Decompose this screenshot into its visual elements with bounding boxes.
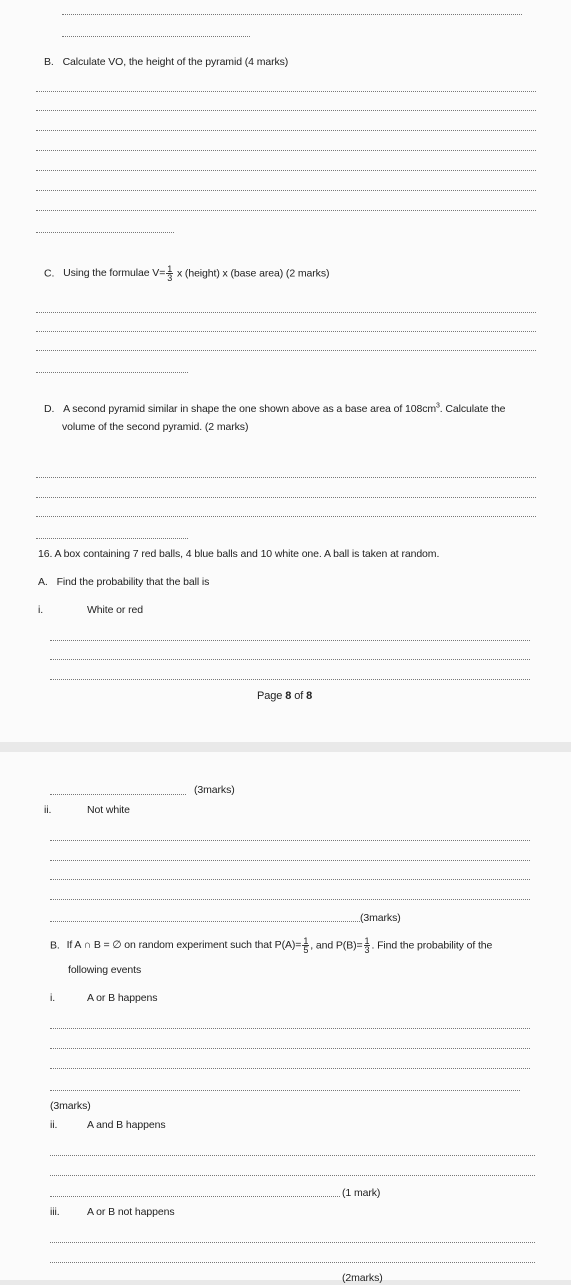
- answer-line: [50, 1242, 535, 1243]
- answer-line: [36, 91, 536, 92]
- question-text: Calculate VO, the height of the pyramid (4 marks): [62, 56, 289, 68]
- fraction-pb: $\frac{1}{3}$: [364, 936, 370, 955]
- answer-line: [36, 130, 536, 131]
- exam-page-2: [0, 752, 571, 1284]
- marks-label: (1 mark): [342, 1187, 381, 1199]
- question-16b-line2: following events: [68, 964, 142, 976]
- question-label: C.: [44, 267, 55, 280]
- answer-line: [50, 794, 186, 795]
- question-text: Using the formulae V=: [63, 267, 166, 280]
- answer-line: [50, 640, 530, 641]
- answer-line: [36, 331, 536, 332]
- question-16b-ii-text: A and B happens: [87, 1119, 166, 1131]
- question-16a: [38, 576, 209, 589]
- question-16a-i-text: White or red: [87, 604, 143, 616]
- answer-line: [50, 1155, 535, 1156]
- question-text: . Find the probability of the: [371, 939, 493, 952]
- answer-line: [50, 1048, 530, 1049]
- question-16b-i-text: A or B happens: [87, 992, 158, 1004]
- answer-line: [36, 210, 536, 211]
- question-text: A second pyramid similar in shape the one shown above as a base area of 108cm: [63, 403, 436, 415]
- page-number: 8: [285, 690, 292, 702]
- question-label: B.: [50, 939, 60, 952]
- question-text: , and P(B)=: [310, 939, 363, 952]
- answer-line: [36, 538, 188, 539]
- answer-line: [36, 150, 536, 151]
- question-16b-iii-label: iii.: [50, 1206, 60, 1218]
- question-label: B.: [44, 56, 54, 68]
- answer-line: [36, 110, 536, 111]
- answer-line: [50, 1068, 530, 1069]
- fraction-pa: $\frac{1}{5}$: [303, 936, 309, 955]
- answer-line: [36, 190, 536, 191]
- question-text: Find the probability that the ball is: [56, 576, 210, 588]
- question-16b-ii-label: ii.: [50, 1119, 58, 1131]
- answer-line: [36, 372, 188, 373]
- question-text: . Calculate the: [439, 403, 506, 415]
- marks-label: (3marks): [360, 912, 401, 924]
- answer-line: [36, 477, 536, 478]
- answer-line: [36, 350, 536, 351]
- question-16a-ii-text: Not white: [87, 804, 130, 816]
- answer-line: [36, 497, 536, 498]
- question-text: If A ∩ B = ∅ on random experiment such that P(A)=: [66, 939, 302, 952]
- answer-line: [50, 679, 530, 680]
- question-label: A.: [38, 576, 48, 588]
- answer-line: [50, 1175, 535, 1176]
- question-15c: [44, 265, 329, 282]
- answer-line: [62, 36, 250, 37]
- answer-line: [50, 840, 530, 841]
- fraction-one-third: $\frac{1}{3}$: [167, 264, 173, 283]
- answer-line: [62, 14, 522, 15]
- marks-label: (3marks): [50, 1100, 91, 1112]
- answer-line: [50, 1028, 530, 1029]
- question-label: D.: [44, 403, 55, 415]
- answer-line: [50, 1262, 535, 1263]
- answer-line: [50, 899, 530, 900]
- question-16a-i-label: i.: [38, 604, 44, 616]
- question-16a-ii-label: ii.: [44, 804, 52, 816]
- question-text: x (height) x (base area) (2 marks): [176, 267, 330, 280]
- answer-line: [50, 659, 530, 660]
- answer-line: [50, 879, 530, 880]
- answer-line: [50, 860, 530, 861]
- question-16b-i-label: i.: [50, 992, 56, 1004]
- question-15b: [44, 56, 288, 69]
- question-16b-iii-text: A or B not happens: [87, 1206, 175, 1218]
- question-15d-line2: volume of the second pyramid. (2 marks): [62, 421, 249, 433]
- page-total: 8: [306, 690, 313, 702]
- question-16b: [50, 937, 492, 954]
- question-16-stem: 16. A box containing 7 red balls, 4 blue balls and 10 white one. A ball is taken at random.: [38, 548, 440, 560]
- answer-line: [50, 921, 360, 922]
- superscript: 3: [436, 402, 440, 410]
- answer-line: [36, 232, 174, 233]
- answer-line: [50, 1196, 340, 1197]
- question-15d: [44, 403, 505, 416]
- page-footer: Page 8 of 8: [257, 690, 313, 702]
- answer-line: [36, 516, 536, 517]
- answer-line: [36, 170, 536, 171]
- marks-label: (3marks): [194, 784, 235, 796]
- answer-line: [50, 1090, 520, 1091]
- answer-line: [36, 312, 536, 313]
- marks-label: (2marks): [342, 1272, 383, 1284]
